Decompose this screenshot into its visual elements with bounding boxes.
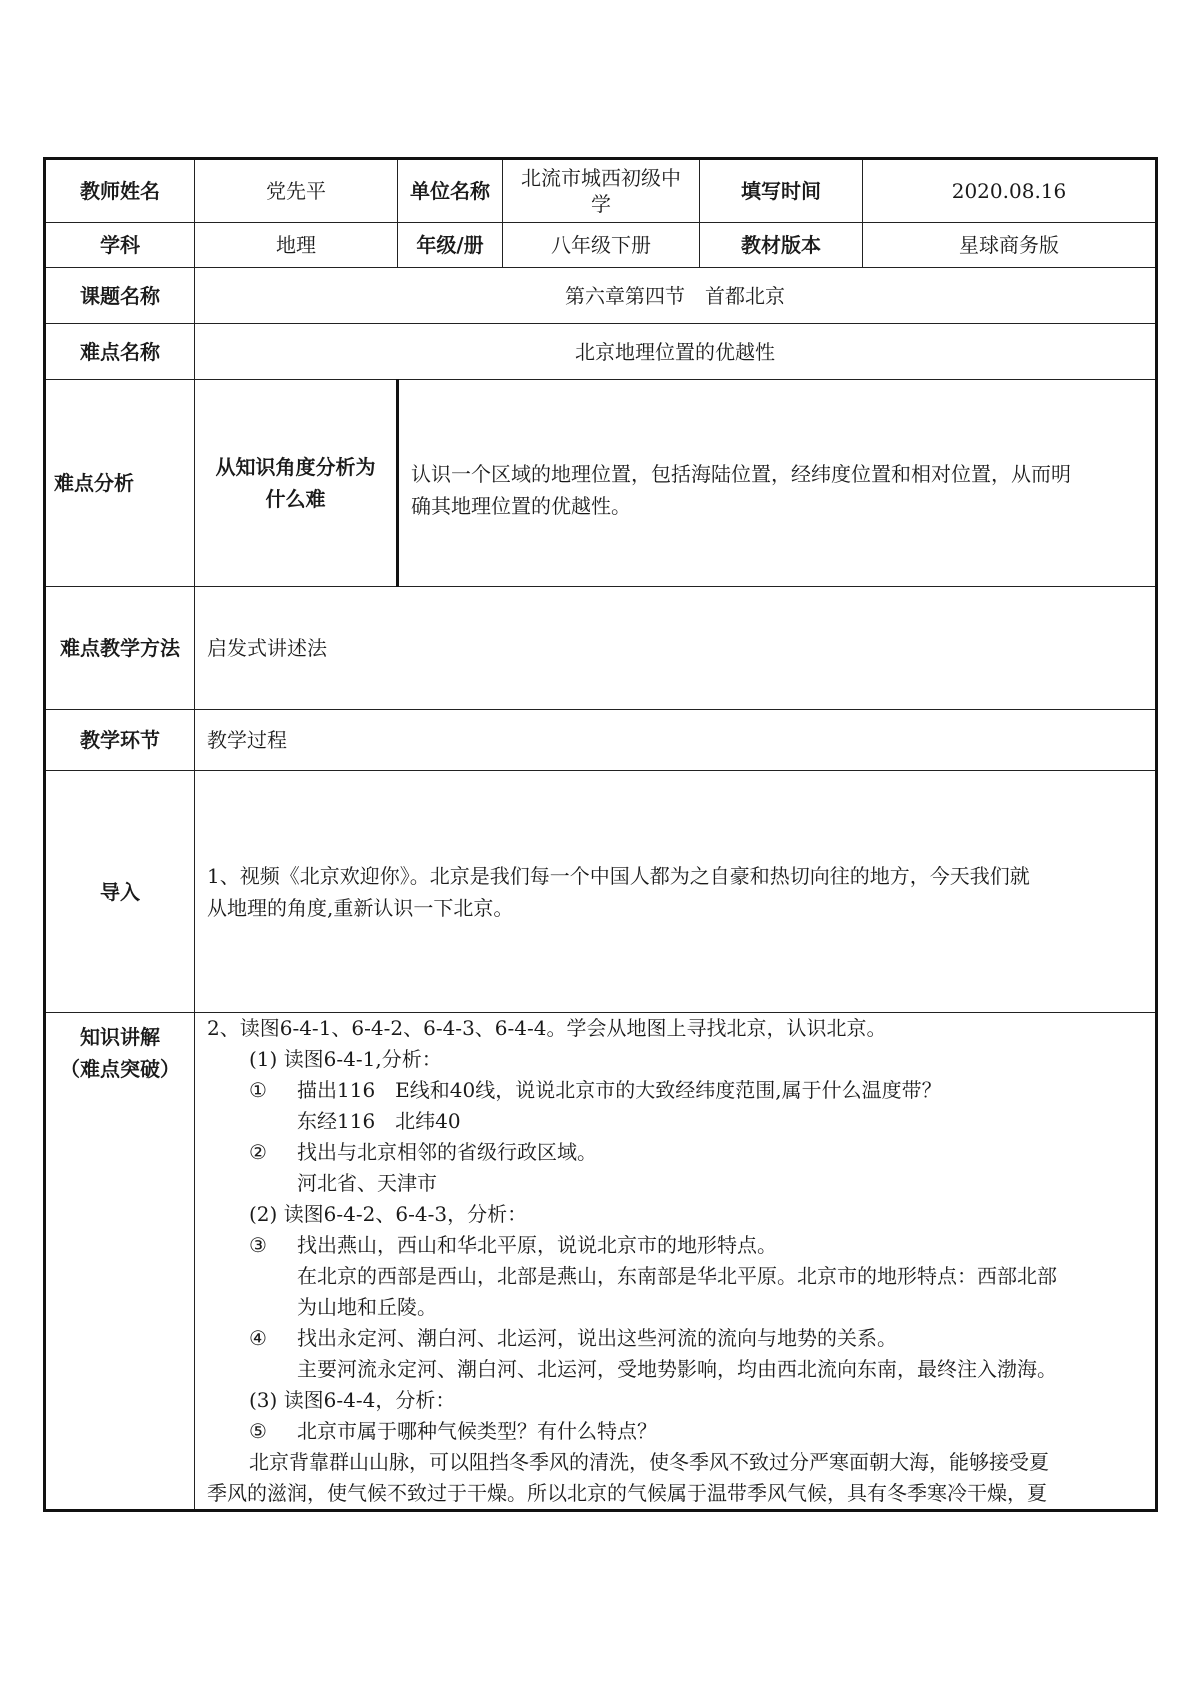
difficulty-value: 北京地理位置的优越性	[195, 324, 1157, 380]
intro-row	[45, 771, 1157, 1013]
unit-name-line2: 学	[591, 192, 611, 216]
edition-label: 教材版本	[700, 223, 863, 268]
knowledge-line-06: 河北省、天津市	[297, 1171, 437, 1195]
stage-label: 教学环节	[45, 710, 195, 771]
subject-label: 学科	[45, 223, 195, 268]
knowledge-line-08-text: 找出燕山，西山和华北平原，说说北京市的地形特点。	[297, 1233, 777, 1257]
knowledge-line-12: 主要河流永定河、潮白河、北运河，受地势影响，均由西北流向东南，最终注入渤海。	[297, 1357, 1057, 1381]
analysis-label: 难点分析	[45, 380, 195, 587]
analysis-row	[45, 380, 1157, 587]
teacher-name-label: 教师姓名	[45, 159, 195, 223]
item-mark-5: ⑤	[249, 1419, 267, 1443]
knowledge-line-15: 北京背靠群山山脉，可以阻挡冬季风的清洗，使冬季风不致过分严寒面朝大海，能够接受夏	[249, 1450, 1049, 1474]
header-row-2	[45, 223, 1157, 268]
analysis-text-line1: 认识一个区域的地理位置，包括海陆位置，经纬度位置和相对位置，从而明	[411, 462, 1071, 486]
intro-text	[195, 771, 1157, 1013]
lesson-plan-table	[43, 157, 1158, 1512]
intro-line1: 1、视频《北京欢迎你》。北京是我们每一个中国人都为之自豪和热切向往的地方，今天我们就	[207, 863, 1030, 888]
knowledge-line-05-text: 找出与北京相邻的省级行政区域。	[297, 1140, 597, 1164]
knowledge-line-07: (2) 读图6-4-2、6-4-3，分析：	[249, 1202, 528, 1226]
unit-name-value	[503, 159, 700, 223]
knowledge-line-02: (1) 读图6-4-1,分析：	[249, 1047, 442, 1071]
analysis-text	[398, 380, 1157, 587]
knowledge-label	[45, 1013, 195, 1511]
knowledge-line-11	[207, 1323, 1145, 1354]
knowledge-label-line2: （难点突破）	[60, 1057, 180, 1081]
edition-value: 星球商务版	[863, 223, 1157, 268]
knowledge-line-13: (3) 读图6-4-4，分析：	[249, 1388, 456, 1412]
knowledge-line-16: 季风的滋润，使气候不致过于干燥。所以北京的气候属于温带季风气候，具有冬季寒冷干燥，夏	[207, 1481, 1047, 1505]
fill-date-value: 2020.08.16	[863, 159, 1157, 223]
knowledge-line-05	[207, 1137, 1145, 1168]
grade-label: 年级/册	[398, 223, 503, 268]
knowledge-line-14	[207, 1416, 1145, 1447]
teacher-name-value: 党先平	[195, 159, 398, 223]
difficulty-label: 难点名称	[45, 324, 195, 380]
stage-value: 教学过程	[195, 710, 1157, 771]
subject-value: 地理	[195, 223, 398, 268]
method-row	[45, 587, 1157, 710]
knowledge-line-14-text: 北京市属于哪种气候类型？有什么特点？	[297, 1419, 657, 1443]
fill-date-label: 填写时间	[700, 159, 863, 223]
knowledge-content	[195, 1013, 1157, 1511]
header-row-1	[45, 159, 1157, 223]
unit-name-label: 单位名称	[398, 159, 503, 223]
knowledge-label-line1: 知识讲解	[80, 1025, 160, 1049]
item-mark-1: ①	[249, 1078, 267, 1102]
knowledge-line-03-text: 描出116 E线和40线，说说北京市的大致经纬度范围,属于什么温度带？	[297, 1078, 942, 1102]
method-value: 启发式讲述法	[195, 587, 1157, 710]
analysis-sub-label	[195, 380, 398, 587]
item-mark-2: ②	[249, 1140, 267, 1164]
knowledge-line-09: 在北京的西部是西山，北部是燕山，东南部是华北平原。北京市的地形特点：西部北部	[297, 1264, 1057, 1288]
knowledge-line-08	[207, 1230, 1145, 1261]
lesson-plan-sheet	[43, 157, 1155, 1512]
knowledge-line-01: 2、读图6-4-1、6-4-2、6-4-3、6-4-4。学会从地图上寻找北京，认识北京。	[207, 1016, 887, 1040]
intro-line2: 从地理的角度,重新认识一下北京。	[207, 895, 514, 920]
analysis-sub-label-line2: 什么难	[265, 487, 326, 511]
knowledge-row	[45, 1013, 1157, 1511]
grade-value: 八年级下册	[503, 223, 700, 268]
knowledge-line-10: 为山地和丘陵。	[297, 1295, 437, 1319]
stage-row	[45, 710, 1157, 771]
knowledge-line-11-text: 找出永定河、潮白河、北运河，说出这些河流的流向与地势的关系。	[297, 1326, 897, 1350]
topic-row	[45, 268, 1157, 324]
analysis-text-line2: 确其地理位置的优越性。	[411, 494, 631, 518]
difficulty-row	[45, 324, 1157, 380]
knowledge-line-03	[207, 1075, 1145, 1106]
item-mark-3: ③	[249, 1233, 267, 1257]
topic-value: 第六章第四节 首都北京	[195, 268, 1157, 324]
method-label: 难点教学方法	[45, 587, 195, 710]
intro-label: 导入	[45, 771, 195, 1013]
item-mark-4: ④	[249, 1326, 267, 1350]
unit-name-line1: 北流市城西初级中	[521, 166, 681, 190]
analysis-sub-label-line1: 从知识角度分析为	[215, 455, 376, 479]
knowledge-line-04: 东经116 北纬40	[297, 1109, 461, 1133]
topic-label: 课题名称	[45, 268, 195, 324]
